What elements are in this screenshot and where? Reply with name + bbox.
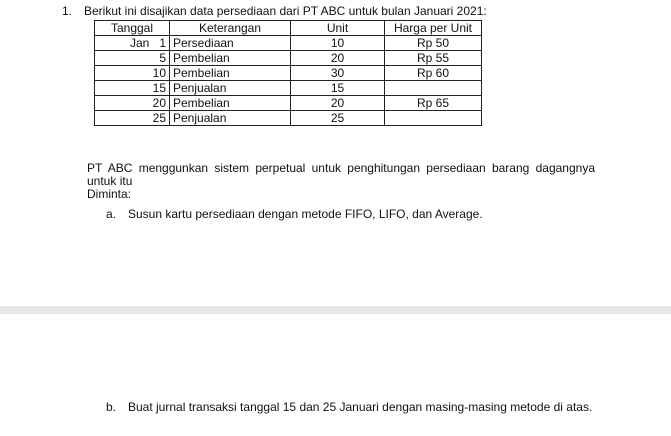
header-harga: Harga per Unit bbox=[385, 21, 482, 36]
cell-tanggal bbox=[95, 36, 170, 51]
cell-tanggal bbox=[95, 51, 170, 66]
page-gap bbox=[0, 306, 671, 314]
question-text: Berikut ini disajikan data persediaan dari PT ABC untuk bulan Januari 2021: bbox=[84, 4, 487, 18]
paragraph-block bbox=[87, 162, 595, 201]
cell-unit: 15 bbox=[291, 81, 385, 96]
cell-keterangan: Penjualan bbox=[170, 111, 291, 126]
cut-off-heading bbox=[52, 0, 55, 4]
cell-harga bbox=[385, 111, 482, 126]
diminta-label: Diminta: bbox=[87, 187, 132, 201]
cell-day: 25 bbox=[152, 111, 166, 125]
cell-unit: 25 bbox=[291, 111, 385, 126]
cell-keterangan: Pembelian bbox=[170, 51, 291, 66]
cell-day: 5 bbox=[159, 51, 166, 65]
cell-tanggal bbox=[95, 66, 170, 81]
header-unit: Unit bbox=[291, 21, 385, 36]
cell-keterangan: Pembelian bbox=[170, 96, 291, 111]
cell-harga: Rp 50 bbox=[385, 36, 482, 51]
table-row bbox=[95, 51, 482, 66]
item-a-text: Susun kartu persediaan dengan metode FIFO, LIFO, dan Average. bbox=[128, 207, 483, 221]
table-header-row bbox=[95, 21, 482, 36]
cell-harga: Rp 65 bbox=[385, 96, 482, 111]
cell-tanggal bbox=[95, 81, 170, 96]
cell-keterangan: Pembelian bbox=[170, 66, 291, 81]
table-row bbox=[95, 36, 482, 51]
cell-day: 10 bbox=[152, 66, 166, 80]
cell-keterangan: Penjualan bbox=[170, 81, 291, 96]
cell-day: 20 bbox=[152, 96, 166, 110]
cell-unit: 30 bbox=[291, 66, 385, 81]
item-a bbox=[106, 207, 483, 221]
cell-unit: 20 bbox=[291, 51, 385, 66]
cell-unit: 20 bbox=[291, 96, 385, 111]
table-row bbox=[95, 111, 482, 126]
header-tanggal: Tanggal bbox=[95, 21, 170, 36]
cell-harga bbox=[385, 81, 482, 96]
cell-harga: Rp 55 bbox=[385, 51, 482, 66]
header-keterangan: Keterangan bbox=[170, 21, 291, 36]
table-row bbox=[95, 66, 482, 81]
cell-unit: 10 bbox=[291, 36, 385, 51]
cell-tanggal bbox=[95, 111, 170, 126]
cell-tanggal bbox=[95, 96, 170, 111]
inventory-table bbox=[94, 20, 482, 126]
cell-day: 15 bbox=[152, 81, 166, 95]
item-a-marker: a. bbox=[106, 207, 117, 221]
item-b-marker: b. bbox=[106, 400, 117, 414]
table-row bbox=[95, 96, 482, 111]
cell-day: 1 bbox=[159, 36, 166, 50]
table-row bbox=[95, 81, 482, 96]
paragraph-text: PT ABC menggunkan sistem perpetual untuk penghitungan persediaan barang dagangnya untuk itu bbox=[87, 161, 595, 188]
item-b-text: Buat jurnal transaksi tanggal 15 dan 25 Januari dengan masing-masing metode di atas. bbox=[128, 400, 593, 414]
cell-month: Jan bbox=[129, 36, 150, 50]
item-b bbox=[106, 400, 606, 414]
question-number: 1. bbox=[62, 4, 73, 18]
cell-keterangan: Persediaan bbox=[170, 36, 291, 51]
cell-harga: Rp 60 bbox=[385, 66, 482, 81]
